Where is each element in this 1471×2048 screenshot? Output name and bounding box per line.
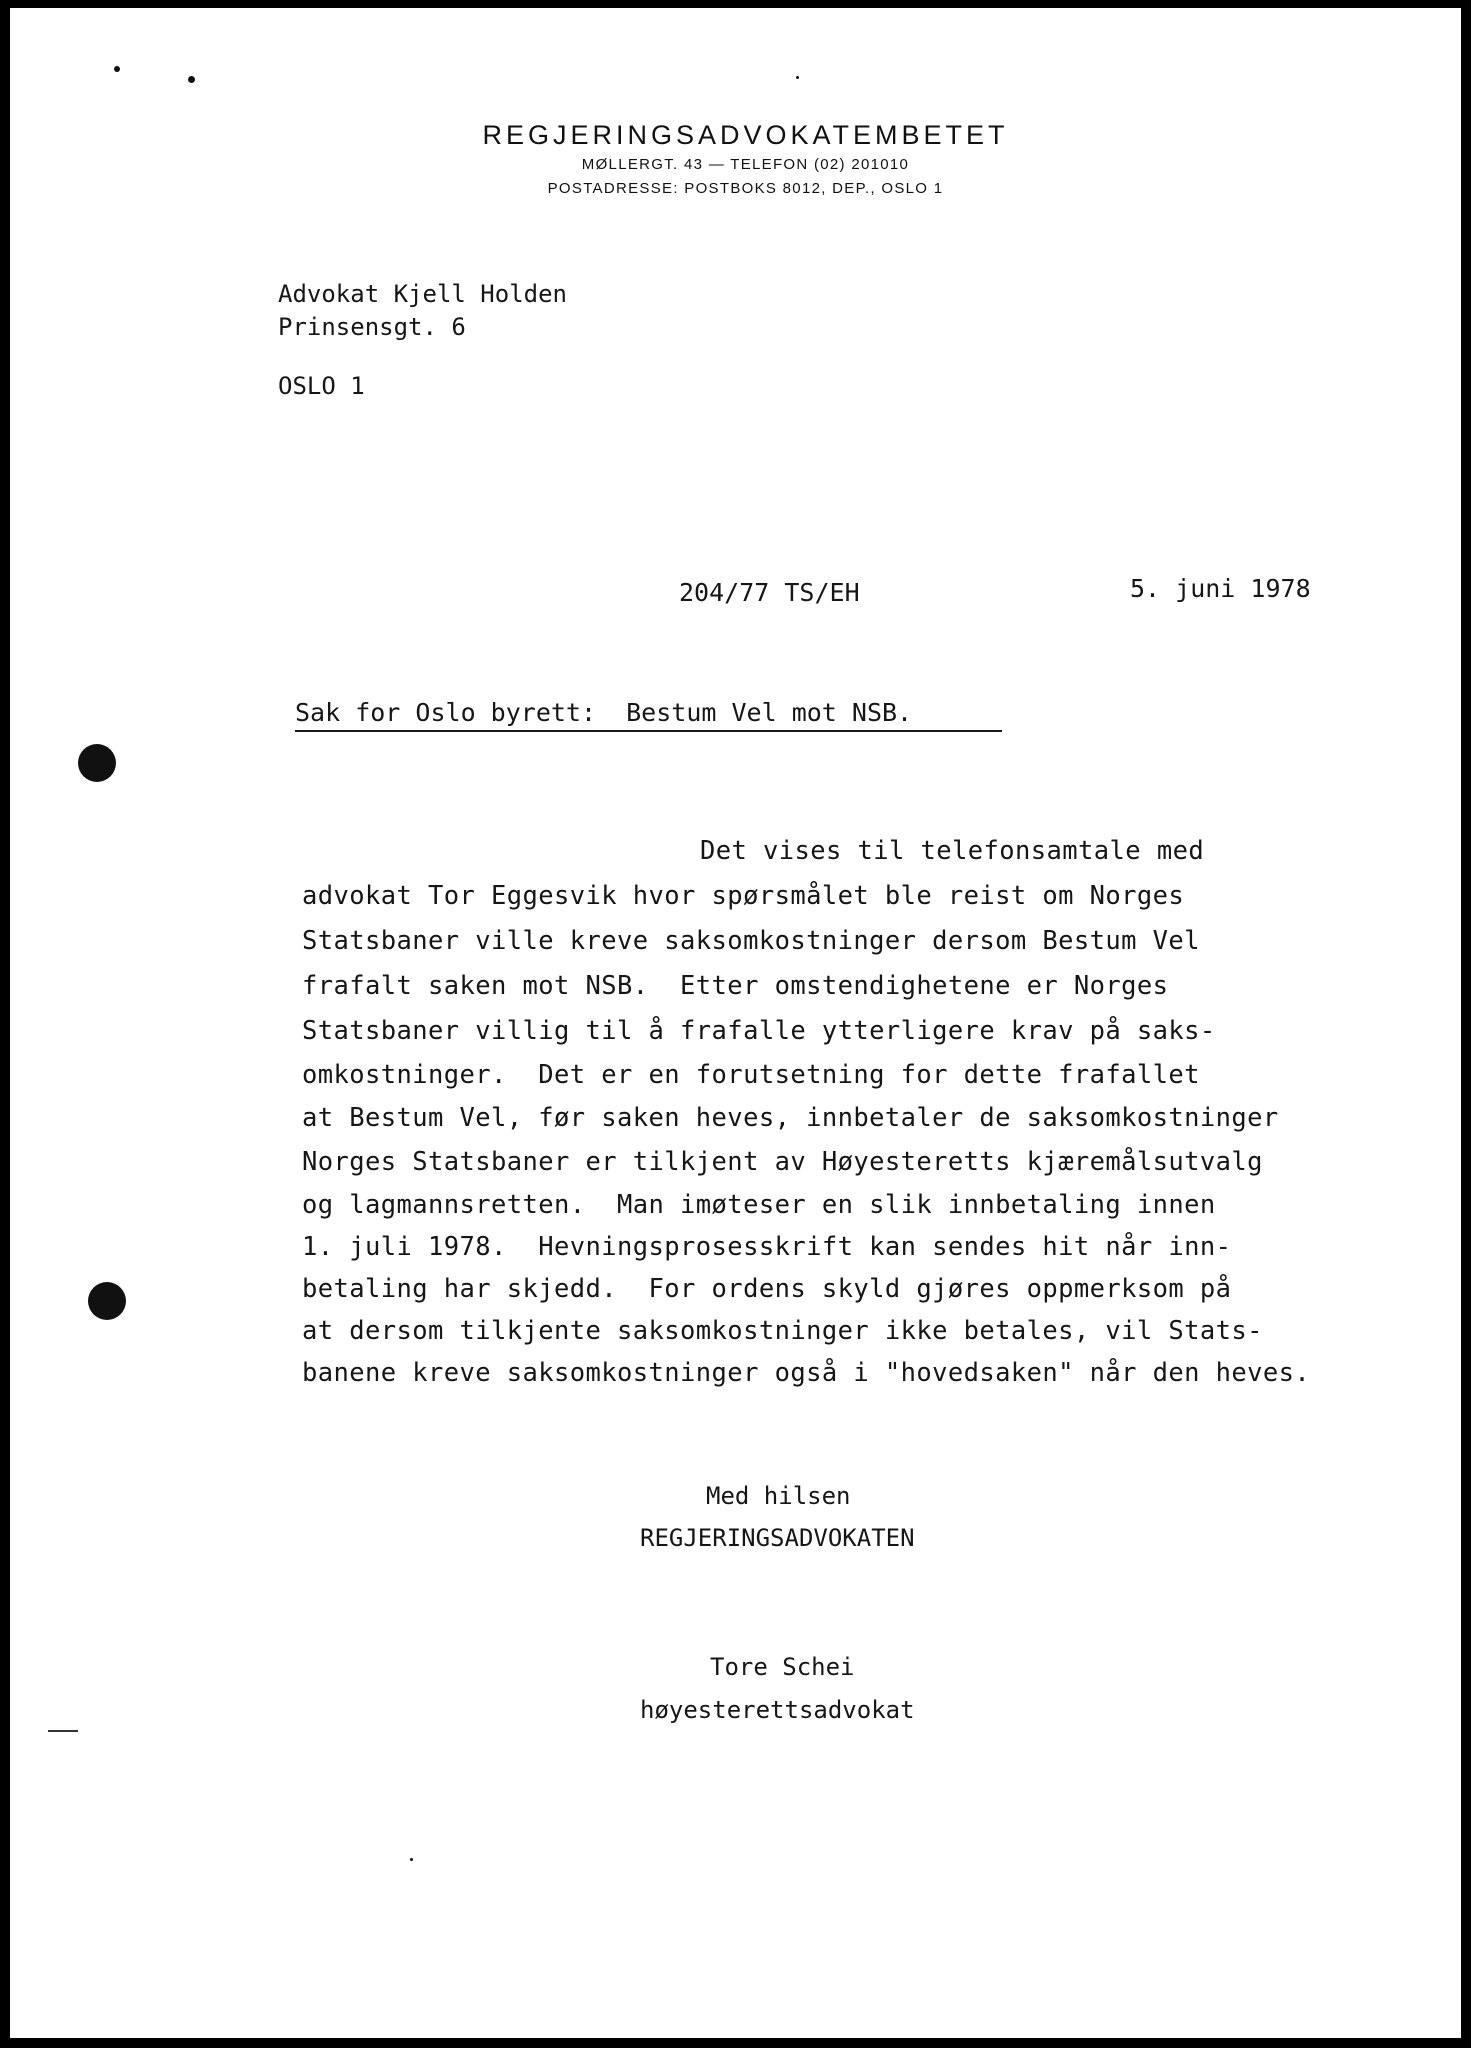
body-line: Norges Statsbaner er tilkjent av Høyesteretts kjæremålsutvalg <box>302 1147 1263 1177</box>
body-line: Statsbaner ville kreve saksomkostninger dersom Bestum Vel <box>302 926 1200 956</box>
recipient-street: Prinsensgt. 6 <box>278 313 466 341</box>
punch-hole-top <box>78 744 116 782</box>
body-line: advokat Tor Eggesvik hvor spørsmålet ble reist om Norges <box>302 881 1185 911</box>
letter-date: 5. juni 1978 <box>1130 574 1311 603</box>
letterhead-address: MØLLERGT. 43 — TELEFON (02) 201010 <box>581 156 910 173</box>
closing-greeting: Med hilsen <box>706 1482 851 1510</box>
body-line: Statsbaner villig til å frafalle ytterligere krav på saks- <box>302 1016 1216 1046</box>
reference-number: 204/77 TS/EH <box>679 578 860 607</box>
scan-speck <box>114 66 120 72</box>
body-line: 1. juli 1978. Hevningsprosesskrift kan sendes hit når inn- <box>302 1232 1232 1262</box>
body-line: at Bestum Vel, før saken heves, innbetaler de saksomkostninger <box>302 1103 1279 1133</box>
subject-line: Sak for Oslo byrett: Bestum Vel mot NSB. <box>295 698 913 727</box>
signer-title: høyesterettsadvokat <box>640 1696 915 1724</box>
scan-speck <box>410 1858 413 1861</box>
recipient-name: Advokat Kjell Holden <box>278 280 567 308</box>
body-line: og lagmannsretten. Man imøteser en slik innbetaling innen <box>302 1190 1216 1220</box>
scan-speck <box>796 76 799 79</box>
body-line: at dersom tilkjente saksomkostninger ikke betales, vil Stats- <box>302 1316 1263 1346</box>
margin-mark <box>48 1730 78 1732</box>
body-line: omkostninger. Det er en forutsetning for dette frafallet <box>302 1060 1200 1090</box>
letter-page <box>10 8 1461 2038</box>
scan-speck <box>188 76 195 83</box>
signer-name: Tore Schei <box>710 1653 855 1681</box>
closing-office: REGJERINGSADVOKATEN <box>640 1524 915 1552</box>
body-line: betaling har skjedd. For ordens skyld gjøres oppmerksom på <box>302 1274 1232 1304</box>
body-line: frafalt saken mot NSB. Etter omstendighetene er Norges <box>302 971 1169 1001</box>
letterhead-postal: POSTADRESSE: POSTBOKS 8012, DEP., OSLO 1 <box>547 180 944 197</box>
recipient-city: OSLO 1 <box>278 372 365 400</box>
punch-hole-bottom <box>88 1282 126 1320</box>
body-line: Det vises til telefonsamtale med <box>700 836 1205 866</box>
letterhead-title: REGJERINGSADVOKATEMBETET <box>482 120 1009 150</box>
body-line: banene kreve saksomkostninger også i "hovedsaken" når den heves. <box>302 1358 1311 1388</box>
subject-underline <box>295 730 1002 732</box>
